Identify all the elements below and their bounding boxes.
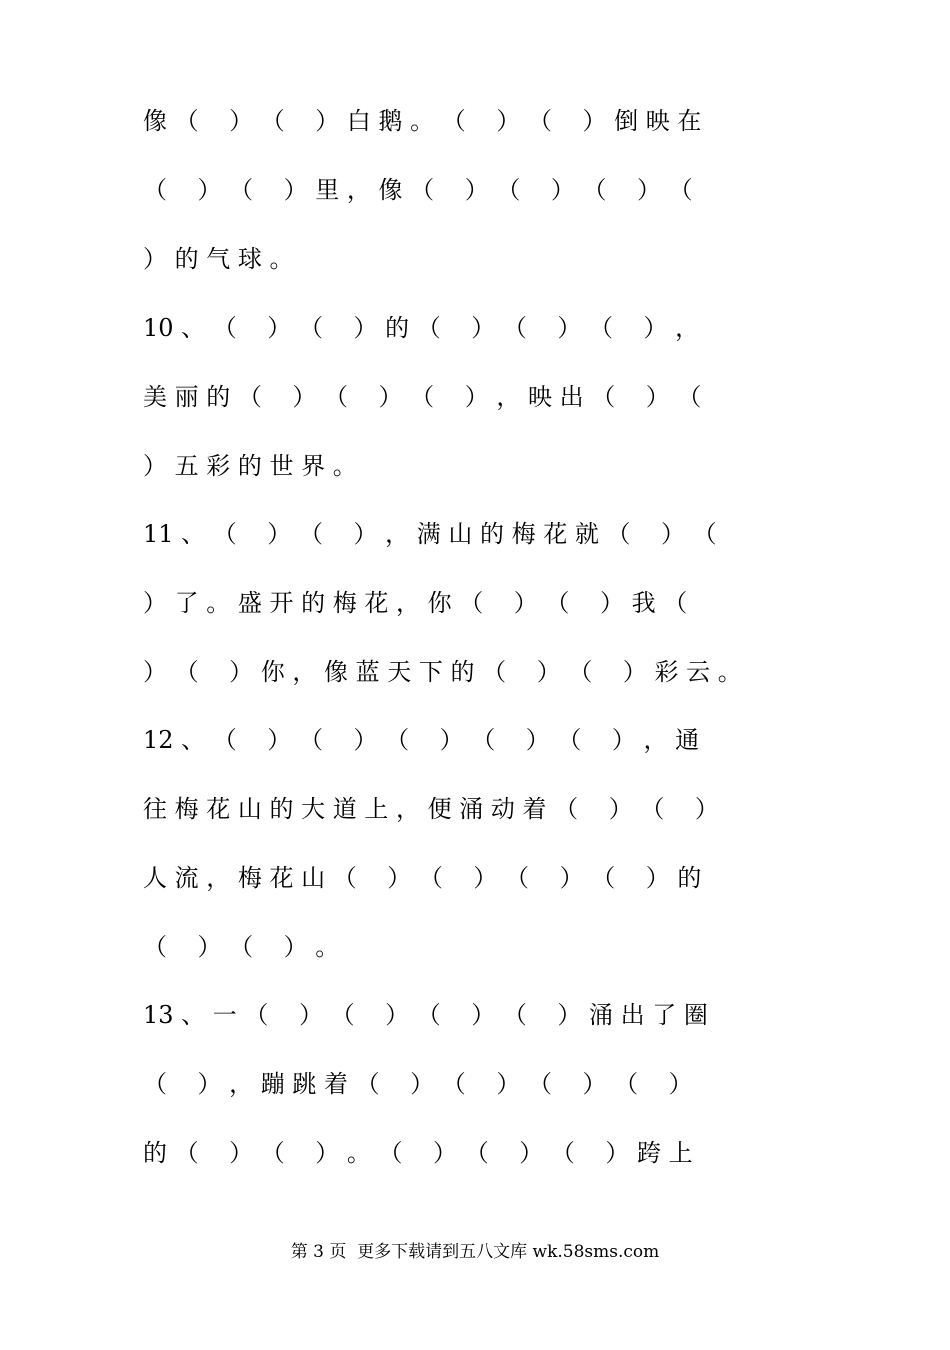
text-line: 12 、 （ ） （ ） （ ） （ ） （ ） ， 通 [143,726,700,754]
text-line: 人 流 ， 梅 花 山 （ ） （ ） （ ） （ ） 的 [143,864,702,892]
text-line: 11 、 （ ） （ ） ， 满 山 的 梅 花 就 （ ） （ [143,520,717,548]
text-line: ） （ ） 你 ， 像 蓝 天 下 的 （ ） （ ） 彩 云 。 [143,658,742,686]
text-line: （ ） （ ） 里 ， 像 （ ） （ ） （ ） （ [143,176,693,204]
text-line: ） 五 彩 的 世 界 。 [143,452,357,480]
text-line: ） 了 。 盛 开 的 梅 花 ， 你 （ ） （ ） 我 （ [143,589,688,617]
text-line: 往 梅 花 山 的 大 道 上 ， 便 涌 动 着 （ ） （ ） [143,795,719,823]
text-line: 美 丽 的 （ ） （ ） （ ） ， 映 出 （ ） （ [143,383,702,411]
text-line: （ ） （ ） 。 [143,933,340,961]
page-footer: 第 3 页 更多下载请到五八文库 wk.58sms.com [290,1242,660,1262]
text-line: 像 （ ） （ ） 白 鹅 。 （ ） （ ） 倒 映 在 [143,107,702,135]
text-line: 的 （ ） （ ） 。 （ ） （ ） （ ） 跨 上 [143,1139,693,1167]
text-line: 10 、 （ ） （ ） 的 （ ） （ ） （ ） ， [143,314,700,342]
text-line: ） 的 气 球 。 [143,245,294,273]
text-line: 13 、 一 （ ） （ ） （ ） （ ） 涌 出 了 圈 [143,1001,708,1029]
text-line: （ ） ， 蹦 跳 着 （ ） （ ） （ ） （ ） [143,1070,693,1098]
